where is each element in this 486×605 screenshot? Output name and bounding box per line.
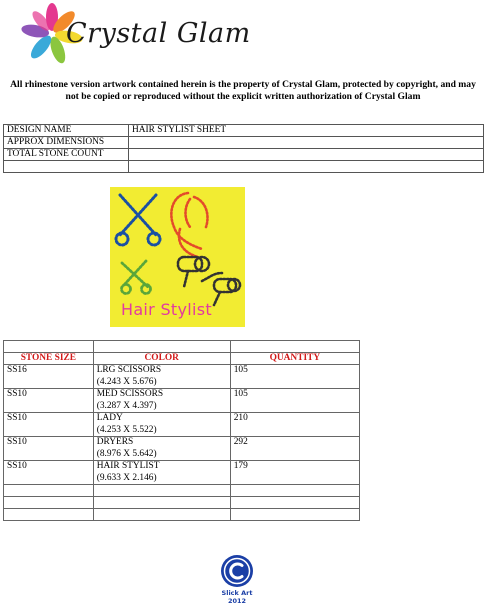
blank-cell <box>230 485 359 497</box>
dimensions-value <box>129 137 484 149</box>
large-scissors-icon <box>116 195 160 245</box>
color-cell <box>93 413 230 437</box>
artwork-caption: Hair Stylist <box>121 300 212 319</box>
copyright-icon <box>212 553 262 589</box>
table-row <box>4 365 360 389</box>
stone-size-cell: SS10 <box>4 413 94 437</box>
table-row <box>4 125 484 137</box>
blank-cell <box>93 341 230 353</box>
color-name: DRYERS <box>96 437 134 447</box>
copyright-badge <box>212 553 262 605</box>
color-cell <box>93 437 230 461</box>
table-row <box>4 485 360 497</box>
table-row <box>4 137 484 149</box>
color-cell <box>93 365 230 389</box>
copyright-notice: All rhinestone version artwork contained herein is the property of Crystal Glam, protected by copyright, and may not be copied or reproduced without the explicit written authorization of Crystal Glam <box>10 79 476 102</box>
stone-size-cell: SS16 <box>4 365 94 389</box>
color-dimensions: (8.976 X 5.642) <box>96 448 157 459</box>
quantity-cell: 105 <box>230 389 359 413</box>
table-row <box>4 509 360 521</box>
table-row <box>4 497 360 509</box>
blank-cell <box>4 509 94 521</box>
color-name: HAIR STYLIST <box>96 461 160 471</box>
quantity-cell: 105 <box>230 365 359 389</box>
color-dimensions: (9.633 X 2.146) <box>96 472 157 483</box>
blank-cell <box>4 497 94 509</box>
blank-cell <box>93 497 230 509</box>
lady-icon <box>171 193 207 257</box>
table-row <box>4 161 484 173</box>
header-stone-size: STONE SIZE <box>4 353 94 365</box>
quantity-cell: 210 <box>230 413 359 437</box>
color-cell <box>93 461 230 485</box>
color-name: LRG SCISSORS <box>96 365 162 375</box>
quantity-cell: 292 <box>230 437 359 461</box>
color-dimensions: (3.287 X 4.397) <box>96 400 157 411</box>
color-dimensions: (4.253 X 5.522) <box>96 424 157 435</box>
color-dimensions: (4.243 X 5.676) <box>96 376 157 387</box>
crystal-glam-logo <box>18 2 258 66</box>
color-cell <box>93 389 230 413</box>
stone-size-cell: SS10 <box>4 389 94 413</box>
header-color: COLOR <box>93 353 230 365</box>
color-name: LADY <box>96 413 123 423</box>
header-quantity: QUANTITY <box>230 353 359 365</box>
dimensions-label: APPROX DIMENSIONS <box>4 137 129 149</box>
dryers-icon <box>178 257 240 305</box>
blank-cell <box>230 497 359 509</box>
design-info-table <box>3 124 484 173</box>
stone-size-cell: SS10 <box>4 437 94 461</box>
table-row <box>4 413 360 437</box>
table-row <box>4 437 360 461</box>
quantity-cell: 179 <box>230 461 359 485</box>
table-row <box>4 461 360 485</box>
blank-cell <box>4 341 94 353</box>
hair-stylist-artwork <box>110 187 245 327</box>
design-name-label: DESIGN NAME <box>4 125 129 137</box>
table-row <box>4 389 360 413</box>
blank-cell <box>93 485 230 497</box>
stone-table <box>3 340 360 521</box>
table-row <box>4 341 360 353</box>
stone-size-cell: SS10 <box>4 461 94 485</box>
color-name: MED SCISSORS <box>96 389 164 399</box>
medium-scissors-icon <box>122 261 151 294</box>
logo-text: Crystal Glam <box>66 18 251 49</box>
blank-cell <box>4 485 94 497</box>
blank-cell <box>230 341 359 353</box>
stone-count-value <box>129 149 484 161</box>
blank-cell <box>93 509 230 521</box>
blank-cell <box>4 161 129 173</box>
design-name-value: HAIR STYLIST SHEET <box>129 125 484 137</box>
blank-cell <box>230 509 359 521</box>
header-row <box>4 353 360 365</box>
table-row <box>4 149 484 161</box>
stone-count-label: TOTAL STONE COUNT <box>4 149 129 161</box>
badge-text: Slick Art 2012 <box>221 589 253 605</box>
blank-cell <box>129 161 484 173</box>
